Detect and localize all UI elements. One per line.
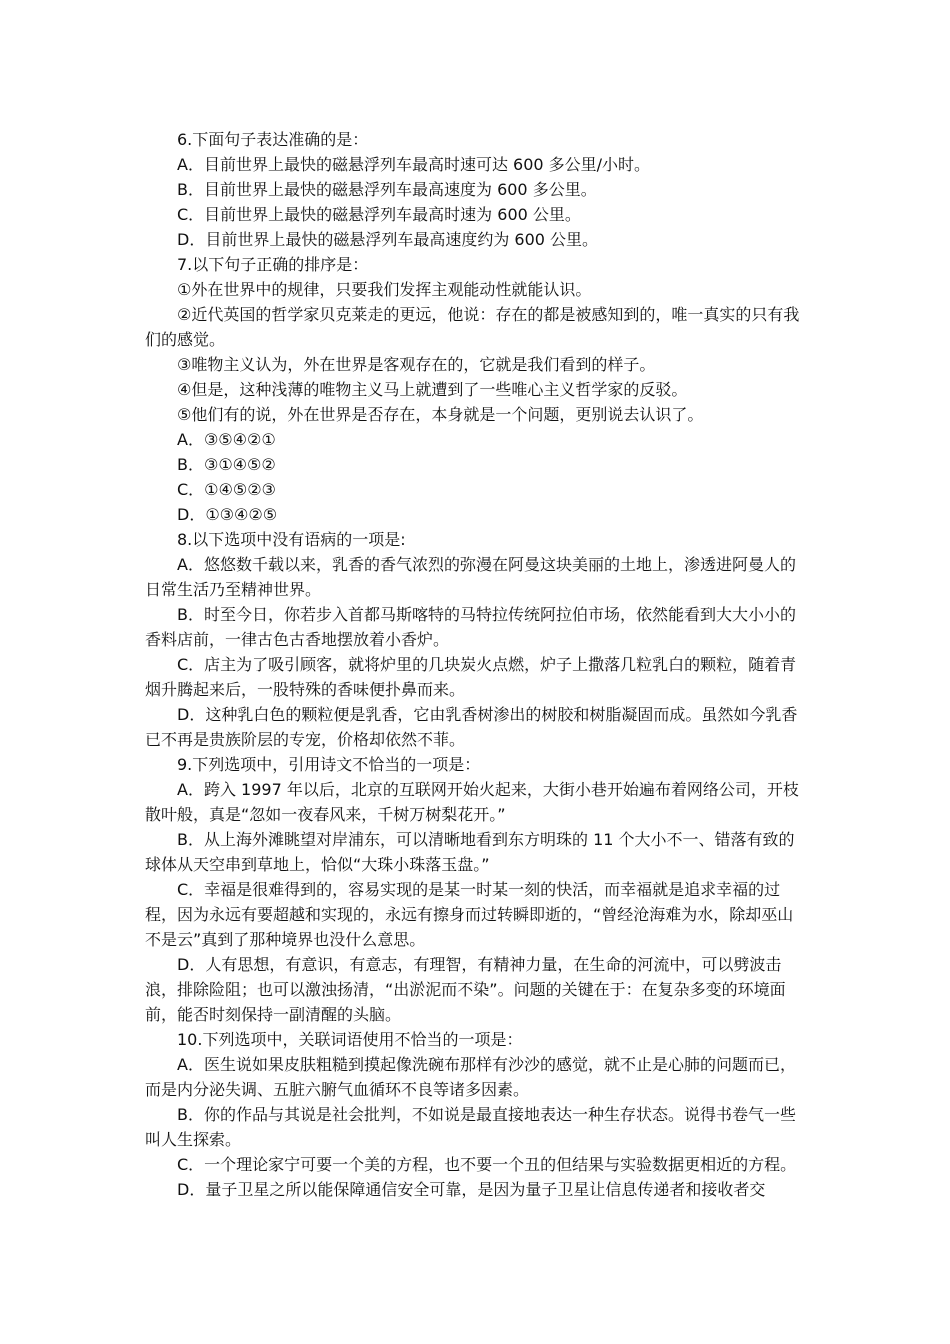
question-7-sentence-1: ①外在世界中的规律，只要我们发挥主观能动性就能认识。 xyxy=(177,280,592,299)
question-content xyxy=(145,127,805,1202)
question-6-stem: 6.下面句子表达准确的是： xyxy=(177,130,369,149)
question-10-option-a: A．医生说如果皮肤粗糙到摸起像洗碗布那样有沙沙的感觉，就不止是心肺的问题而已，而是内分泌失调、五脏六腑气血循环不良等诸多因素。 xyxy=(145,1055,796,1099)
question-7-sentence-5: ⑤他们有的说，外在世界是否存在，本身就是一个问题，更别说去认识了。 xyxy=(177,405,704,424)
question-6-option-c: C．目前世界上最快的磁悬浮列车最高时速为 600 公里。 xyxy=(177,205,581,224)
question-9-option-d: D．人有思想，有意识，有意志，有理智，有精神力量，在生命的河流中，可以劈波击浪，排除险阻；也可以激浊扬清，“出淤泥而不染”。问题的关键在于：在复杂多变的环境面前，能否时刻保持一副清醒的头脑。 xyxy=(145,955,786,1024)
question-9-option-a: A．跨入 1997 年以后，北京的互联网开始火起来，大街小巷开始遍布着网络公司，开枝散叶般，真是“忽如一夜春风来，千树万树梨花开。” xyxy=(145,780,799,824)
question-8-option-c: C．店主为了吸引顾客，就将炉里的几块炭火点燃，炉子上撒落几粒乳白的颗粒，随着青烟升腾起来后，一股特殊的香味便扑鼻而来。 xyxy=(145,655,797,699)
question-8-stem: 8.以下选项中没有语病的一项是: xyxy=(177,530,406,549)
question-6-option-b: B．目前世界上最快的磁悬浮列车最高速度为 600 多公里。 xyxy=(177,180,597,199)
question-7-sentence-3: ③唯物主义认为，外在世界是客观存在的，它就是我们看到的样子。 xyxy=(177,355,656,374)
question-7-option-c: C．①④⑤②③ xyxy=(177,480,276,499)
question-7-option-d: D．①③④②⑤ xyxy=(177,505,278,524)
question-6-option-d: D．目前世界上最快的磁悬浮列车最高速度约为 600 公里。 xyxy=(177,230,599,249)
question-9-option-c: C．幸福是很难得到的，容易实现的是某一时某一刻的快活，而幸福就是追求幸福的过程，因为永远有要超越和实现的，永远有擦身而过转瞬即逝的，“曾经沧海难为水，除却巫山不是云”真到了那种境界也没什么意思。 xyxy=(145,880,794,949)
question-6-option-a: A．目前世界上最快的磁悬浮列车最高时速可达 600 多公里/小时。 xyxy=(177,155,651,174)
question-10-option-c: C．一个理论家宁可要一个美的方程，也不要一个丑的但结果与实验数据更相近的方程。 xyxy=(177,1155,797,1174)
question-7-sentence-2: ②近代英国的哲学家贝克莱走的更远，他说：存在的都是被感知到的，唯一真实的只有我们的感觉。 xyxy=(145,305,800,349)
question-8-option-d: D．这种乳白色的颗粒便是乳香，它由乳香树渗出的树胶和树脂凝固而成。虽然如今乳香已不再是贵族阶层的专宠，价格却依然不菲。 xyxy=(145,705,798,749)
question-9-stem: 9.下列选项中，引用诗文不恰当的一项是： xyxy=(177,755,481,774)
question-9-option-b: B．从上海外滩眺望对岸浦东，可以清晰地看到东方明珠的 11 个大小不一、错落有致的球体从天空串到草地上，恰似“大珠小珠落玉盘。” xyxy=(145,830,795,874)
question-10-option-b: B．你的作品与其说是社会批判，不如说是最直接地表达一种生存状态。说得书卷气一些叫人生探索。 xyxy=(145,1105,796,1149)
question-8-option-b: B．时至今日，你若步入首都马斯喀特的马特拉传统阿拉伯市场，依然能看到大大小小的香料店前，一律古色古香地摆放着小香炉。 xyxy=(145,605,796,649)
question-7-option-b: B．③①④⑤② xyxy=(177,455,276,474)
question-7-option-a: A．③⑤④②① xyxy=(177,430,276,449)
question-10-option-d: D．量子卫星之所以能保障通信安全可靠，是因为量子卫星让信息传递者和接收者交 xyxy=(177,1180,766,1199)
question-8-option-a: A．悠悠数千载以来，乳香的香气浓烈的弥漫在阿曼这块美丽的土地上，渗透进阿曼人的日常生活乃至精神世界。 xyxy=(145,555,796,599)
question-10-stem: 10.下列选项中，关联词语使用不恰当的一项是： xyxy=(177,1030,523,1049)
question-7-stem: 7.以下句子正确的排序是： xyxy=(177,255,369,274)
question-7-sentence-4: ④但是，这种浅薄的唯物主义马上就遭到了一些唯心主义哲学家的反驳。 xyxy=(177,380,688,399)
